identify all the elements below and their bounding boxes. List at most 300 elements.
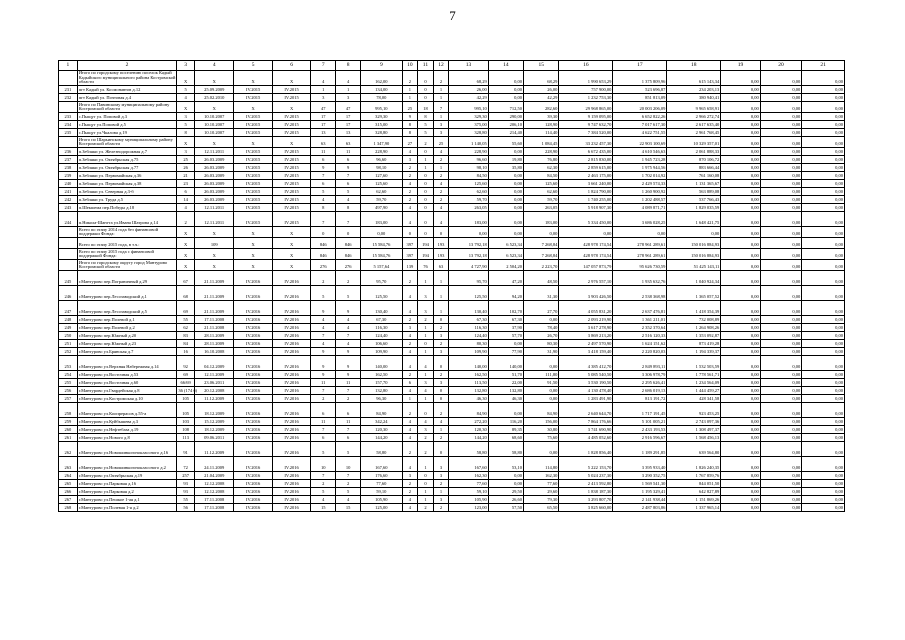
table-cell: 53,10: [488, 457, 523, 472]
table-row: [59, 496, 845, 504]
table-cell: 262: [59, 442, 78, 457]
table-cell: 2: [336, 395, 361, 403]
table-row: [59, 348, 845, 356]
table-cell: 4: [311, 316, 336, 324]
table-cell: IV.2016: [234, 457, 272, 472]
table-cell: 2 429 574,33: [613, 180, 667, 188]
table-cell: 2: [311, 395, 336, 403]
table-cell: 95,70: [449, 271, 488, 286]
address-cell: г.Мантурово ул.Парковая д.16: [77, 480, 177, 488]
table-cell: 1 444 459,27: [667, 387, 721, 395]
table-cell: 5: [336, 488, 361, 496]
table-cell: 66/69: [177, 379, 195, 387]
table-cell: 0,00: [488, 472, 523, 480]
table-cell: 26,00: [449, 86, 488, 94]
table-cell: 5: [311, 442, 336, 457]
table-cell: 0,00: [488, 196, 523, 204]
table-cell: 6 523,34: [488, 238, 523, 249]
table-cell: 0,00: [802, 212, 845, 227]
table-cell: 4 610 546,63: [613, 148, 667, 156]
table-row: [59, 395, 845, 403]
table-cell: 89,35: [488, 426, 523, 434]
table-cell: 3: [433, 129, 449, 137]
table-cell: 0,00: [802, 86, 845, 94]
table-cell: 2: [433, 71, 449, 86]
table-cell: 0,00: [721, 371, 760, 379]
table-cell: 0,00: [524, 442, 559, 457]
table-cell: 9: [311, 356, 336, 371]
table-cell: IV.2016: [272, 480, 310, 488]
table-cell: 0,00: [721, 156, 760, 164]
table-cell: 0,00: [488, 212, 523, 227]
table-cell: 0,00: [802, 137, 845, 148]
table-cell: 0,00: [721, 332, 760, 340]
table-cell: 0: [433, 356, 449, 371]
table-cell: IV.2016: [272, 332, 310, 340]
table-cell: 21.11.2009: [195, 271, 234, 286]
table-cell: 615 143,34: [667, 71, 721, 86]
table-cell: 883 666,44: [667, 164, 721, 172]
column-number-cell: 7: [311, 61, 336, 71]
table-cell: 2 637 476,81: [613, 301, 667, 316]
table-cell: 870 106,72: [667, 156, 721, 164]
table-cell: 2: [433, 403, 449, 418]
table-cell: IV.2016: [272, 316, 310, 324]
table-cell: 0: [311, 227, 336, 238]
table-cell: 813 191,72: [613, 395, 667, 403]
table-cell: 09.06.2011: [195, 434, 234, 442]
table-cell: 4: [433, 418, 449, 426]
address-cell: г.Мантурово пер.Южный д.20: [77, 332, 177, 340]
table-cell: IV.2016: [272, 426, 310, 434]
table-cell: 1 140,05: [449, 137, 488, 148]
table-cell: 55: [177, 316, 195, 324]
table-cell: 3: [433, 379, 449, 387]
table-cell: 67: [177, 271, 195, 286]
address-cell: п.Зебляки ул. Северная д.3-б: [77, 188, 177, 196]
table-cell: 0,00: [559, 227, 613, 238]
table-cell: Х: [272, 71, 310, 86]
table-cell: 0,00: [760, 426, 802, 434]
table-cell: 150 016 884,93: [667, 249, 721, 260]
table-cell: 1 990 653,29: [559, 71, 613, 86]
table-cell: 0: [418, 227, 434, 238]
table-cell: 125,50: [361, 286, 403, 301]
address-cell: г.Мантурово пер.Лесозаводский д.1: [77, 286, 177, 301]
table-cell: 5 085 540,50: [559, 371, 613, 379]
table-cell: 0,00: [760, 238, 802, 249]
table-cell: 139: [402, 260, 418, 271]
table-cell: 47: [336, 102, 361, 113]
table-cell: 26.03.2009: [195, 180, 234, 188]
table-cell: 290,00: [488, 113, 523, 121]
table-cell: 2 640 644,70: [559, 403, 613, 418]
table-cell: 1 717 191,45: [613, 403, 667, 418]
column-number-cell: 9: [361, 61, 403, 71]
table-cell: 4: [336, 324, 361, 332]
table-cell: 3: [336, 94, 361, 102]
address-cell: г.Мантурово ул.Октябрьская д.19: [77, 472, 177, 480]
table-cell: 0,00: [721, 340, 760, 348]
table-cell: 3 661 240,00: [559, 180, 613, 188]
table-cell: 0,00: [721, 356, 760, 371]
table-cell: 0,00: [488, 340, 523, 348]
table-cell: 9: [336, 356, 361, 371]
table-cell: 4: [311, 71, 336, 86]
table-cell: 0,00: [760, 286, 802, 301]
table-cell: 124,40: [361, 332, 403, 340]
table-cell: 130,40: [361, 301, 403, 316]
table-cell: IV.2016: [272, 457, 310, 472]
table-cell: 17.11.2008: [195, 496, 234, 504]
column-number-cell: 2: [77, 61, 177, 71]
table-cell: 21.11.2009: [195, 301, 234, 316]
table-row: [59, 212, 845, 227]
table-cell: 0,00: [760, 121, 802, 129]
table-cell: 0,00: [721, 418, 760, 426]
table-cell: 1 824 790,00: [559, 188, 613, 196]
table-cell: 59,10: [361, 488, 403, 496]
table-cell: IV.2015: [234, 204, 272, 212]
table-cell: 2: [402, 172, 418, 180]
address-cell: г.Мантурово пер.Пограничный д.29: [77, 271, 177, 286]
table-cell: 6: [177, 188, 195, 196]
address-cell: с.Пыщуг ул. Поповой д.3: [77, 113, 177, 121]
table-cell: 15: [336, 504, 361, 512]
table-cell: 0: [418, 403, 434, 418]
table-cell: IV.2016: [272, 472, 310, 480]
total-row: [59, 137, 845, 148]
table-cell: IV.2015: [234, 156, 272, 164]
table-cell: 0,00: [802, 324, 845, 332]
table-cell: 7: [311, 472, 336, 480]
table-cell: 11: [336, 418, 361, 426]
table-cell: 0,00: [488, 403, 523, 418]
table-cell: 15: [311, 504, 336, 512]
table-cell: 0,00: [760, 472, 802, 480]
table-cell: 0,00: [721, 301, 760, 316]
table-cell: 1: [418, 332, 434, 340]
table-cell: 67,30: [449, 316, 488, 324]
table-row: [59, 403, 845, 418]
table-cell: 29,50: [488, 488, 523, 496]
table-cell: 3 418 159,40: [559, 348, 613, 356]
table-cell: 77,60: [524, 480, 559, 488]
table-cell: 55,60: [488, 137, 523, 148]
column-number-cell: 4: [195, 61, 234, 71]
table-cell: 0,00: [721, 86, 760, 94]
table-cell: 80,30: [524, 340, 559, 348]
table-row: [59, 426, 845, 434]
table-cell: 5: [311, 488, 336, 496]
table-cell: 11: [336, 148, 361, 156]
table-cell: IV.2016: [234, 332, 272, 340]
table-cell: 18.12.2009: [195, 403, 234, 418]
table-cell: 1 532 503,59: [667, 356, 721, 371]
table-cell: 11: [311, 379, 336, 387]
table-cell: IV.2015: [272, 148, 310, 156]
table-cell: 15 584,76: [361, 238, 403, 249]
table-cell: 995,10: [449, 102, 488, 113]
address-cell: с.Пыщуг ул.Чкалова д.19: [77, 129, 177, 137]
table-cell: 4 622 751,55: [613, 129, 667, 137]
table-cell: 4: [402, 301, 418, 316]
address-cell: г.Мантурово пер.Полевой д.2: [77, 324, 177, 332]
table-cell: 1 194 339,37: [667, 348, 721, 356]
table-cell: 4 385 412,70: [559, 356, 613, 371]
table-cell: 2 504,20: [488, 260, 523, 271]
table-cell: IV.2015: [272, 188, 310, 196]
table-cell: 12.11.2009: [195, 371, 234, 379]
table-cell: 1 569 541,30: [613, 480, 667, 488]
table-cell: 0,00: [524, 316, 559, 324]
table-cell: 130,40: [449, 301, 488, 316]
table-cell: IV.2015: [272, 204, 310, 212]
table-cell: 0,00: [721, 204, 760, 212]
table-cell: 3: [402, 472, 418, 480]
table-cell: IV.2016: [234, 371, 272, 379]
address-cell: Всего по этапу 2014 года без финансовой поддержки Фонда:: [77, 227, 177, 238]
table-cell: IV.2015: [234, 172, 272, 180]
table-cell: 0,00: [721, 426, 760, 434]
table-cell: 15.12.2009: [195, 418, 234, 426]
table-cell: 4 055 831,20: [559, 301, 613, 316]
table-cell: 8: [402, 129, 418, 137]
table-cell: 0,00: [760, 113, 802, 121]
table-cell: 397: [402, 249, 418, 260]
table-cell: 62,60: [449, 188, 488, 196]
table-cell: 26,60: [488, 496, 523, 504]
table-cell: 4: [402, 204, 418, 212]
table-cell: 1: [402, 395, 418, 403]
table-row: [59, 129, 845, 137]
address-cell: г.Мантурово ул.Костромская д.10: [77, 395, 177, 403]
table-cell: 7: [311, 387, 336, 395]
table-cell: 1: [418, 164, 434, 172]
table-cell: 0,00: [802, 434, 845, 442]
total-row: [59, 238, 845, 249]
table-cell: 33 232 457,30: [559, 137, 613, 148]
table-cell: 113: [177, 434, 195, 442]
table-cell: IV.2016: [272, 379, 310, 387]
table-cell: 523 696,87: [613, 86, 667, 94]
table-cell: 144,20: [449, 434, 488, 442]
table-cell: 0,00: [802, 196, 845, 204]
table-cell: 4: [402, 180, 418, 188]
table-cell: 26.03.2009: [195, 164, 234, 172]
table-cell: 0,00: [721, 379, 760, 387]
total-row: [59, 227, 845, 238]
table-cell: 20.12.2008: [195, 387, 234, 395]
table-cell: 0: [418, 472, 434, 480]
table-cell: 0,00: [760, 316, 802, 324]
table-cell: 2 966 272,74: [667, 113, 721, 121]
column-number-cell: 6: [272, 61, 310, 71]
table-cell: 4 727,90: [449, 260, 488, 271]
table-cell: 0,00: [721, 395, 760, 403]
table-cell: 4: [311, 196, 336, 204]
table-cell: 125,60: [524, 180, 559, 188]
table-cell: 5: [336, 286, 361, 301]
table-cell: 9: [336, 164, 361, 172]
table-cell: 0,00: [721, 188, 760, 196]
table-cell: 21.04.2009: [195, 472, 234, 480]
table-cell: 114,80: [524, 457, 559, 472]
table-cell: IV.2016: [234, 316, 272, 324]
table-cell: Х: [272, 137, 310, 148]
table-cell: 1: [418, 371, 434, 379]
table-cell: 1 308 497,37: [667, 426, 721, 434]
table-cell: 4: [336, 71, 361, 86]
table-cell: 0,00: [760, 196, 802, 204]
table-cell: 26.03.2009: [195, 196, 234, 204]
column-number-cell: 17: [613, 61, 667, 71]
table-cell: 4: [418, 387, 434, 395]
table-cell: 1 131 365,67: [667, 180, 721, 188]
table-cell: 0: [418, 340, 434, 348]
table-cell: 2: [402, 271, 418, 286]
table-cell: 5: [177, 86, 195, 94]
table-cell: IV.2016: [234, 324, 272, 332]
table-cell: 10.10.2007: [195, 121, 234, 129]
table-cell: 0,00: [760, 488, 802, 496]
table-cell: 0: [418, 71, 434, 86]
table-cell: 92: [177, 356, 195, 371]
table-cell: 14: [177, 196, 195, 204]
table-cell: 0,00: [667, 227, 721, 238]
table-cell: 0,00: [721, 496, 760, 504]
table-cell: 278 961 289,61: [613, 249, 667, 260]
table-cell: 428 978 174,54: [559, 238, 613, 249]
table-cell: 246: [59, 286, 78, 301]
table-cell: 3 903 426,50: [559, 286, 613, 301]
table-cell: 13: [336, 129, 361, 137]
table-cell: 7: [336, 172, 361, 180]
table-cell: 846: [336, 249, 361, 260]
table-cell: 29,60: [524, 488, 559, 496]
table-cell: 1 778 561,71: [667, 371, 721, 379]
table-cell: 108: [177, 426, 195, 434]
table-cell: 0: [418, 148, 434, 156]
table-cell: 278 961 289,61: [613, 238, 667, 249]
table-cell: [59, 260, 78, 271]
table-cell: 0,00: [802, 249, 845, 260]
table-cell: 68,29: [449, 71, 488, 86]
table-cell: 1 347,90: [361, 137, 403, 148]
table-cell: 4: [336, 196, 361, 204]
table-cell: 3 686 028,25: [613, 212, 667, 227]
table-cell: 125,00: [361, 504, 403, 512]
table-cell: 2: [402, 488, 418, 496]
table-cell: 3: [433, 348, 449, 356]
table-cell: 5: [336, 188, 361, 196]
table-cell: Х: [272, 102, 310, 113]
table-cell: 156,00: [524, 418, 559, 426]
column-number-cell: 12: [433, 61, 449, 71]
table-cell: 7 384 520,00: [559, 129, 613, 137]
table-cell: 244: [59, 212, 78, 227]
table-cell: 4 130 478,40: [559, 387, 613, 395]
table-cell: 2: [402, 480, 418, 488]
table-cell: 5 101 005,21: [613, 418, 667, 426]
address-cell: г.Мантурово пер.Полевой д.1: [77, 316, 177, 324]
table-cell: 5: [311, 286, 336, 301]
address-cell: г.Мантурово ул.Куйбышева д.3: [77, 418, 177, 426]
table-cell: Х: [234, 249, 272, 260]
column-number-cell: 11: [418, 61, 434, 71]
table-cell: 0,00: [721, 113, 760, 121]
table-cell: 328,80: [361, 129, 403, 137]
column-number-cell: 20: [760, 61, 802, 71]
table-cell: 183,00: [449, 212, 488, 227]
table-cell: 46,30: [488, 395, 523, 403]
table-cell: 0: [418, 188, 434, 196]
table-cell: 3 741 690,90: [559, 426, 613, 434]
table-row: [59, 480, 845, 488]
table-cell: 16.10.2008: [195, 348, 234, 356]
table-cell: 3: [433, 496, 449, 504]
table-cell: 0,00: [524, 387, 559, 395]
table-cell: IV.2015: [234, 129, 272, 137]
table-cell: 9: [311, 371, 336, 379]
table-cell: 17: [311, 121, 336, 129]
table-cell: 2: [336, 480, 361, 488]
table-cell: 4: [336, 496, 361, 504]
table-cell: 42,29: [449, 94, 488, 102]
table-cell: 0,00: [760, 387, 802, 395]
table-cell: 128,90: [524, 121, 559, 129]
table-row: [59, 271, 845, 286]
column-number-cell: 10: [402, 61, 418, 71]
table-cell: 3: [177, 113, 195, 121]
table-cell: 757 900,00: [559, 86, 613, 94]
column-number-cell: 13: [449, 61, 488, 71]
address-cell: п.Зебляки ул. Октябрьская д.75: [77, 156, 177, 164]
table-cell: 428 978 174,54: [559, 249, 613, 260]
table-row: [59, 434, 845, 442]
table-cell: Х: [177, 238, 195, 249]
table-cell: 228,90: [524, 148, 559, 156]
table-cell: 84: [177, 340, 195, 348]
table-cell: 9: [336, 348, 361, 356]
table-row: [59, 332, 845, 340]
table-cell: 57,70: [488, 332, 523, 340]
table-cell: 1 935 632,76: [613, 271, 667, 286]
table-cell: 2: [418, 442, 434, 457]
table-cell: 56: [177, 504, 195, 512]
table-cell: 1: [418, 496, 434, 504]
table-cell: 3: [311, 94, 336, 102]
table-cell: 537 766,43: [667, 196, 721, 204]
table-cell: 0,00: [721, 164, 760, 172]
table-cell: 236: [59, 148, 78, 156]
table-cell: 17: [336, 113, 361, 121]
table-cell: IV.2016: [234, 418, 272, 426]
table-cell: 0,00: [760, 504, 802, 512]
table-cell: 4: [402, 212, 418, 227]
table-cell: 263,05: [524, 204, 559, 212]
table-cell: 4: [311, 324, 336, 332]
table-cell: 116,30: [449, 324, 488, 332]
table-cell: IV.2016: [272, 504, 310, 512]
table-cell: 120,30: [361, 426, 403, 434]
table-cell: 282,60: [524, 102, 559, 113]
table-cell: 254: [59, 371, 78, 379]
table-cell: 0: [433, 316, 449, 324]
table-cell: IV.2016: [234, 379, 272, 387]
table-cell: Х: [234, 238, 272, 249]
table-cell: 1 829 035,59: [667, 204, 721, 212]
